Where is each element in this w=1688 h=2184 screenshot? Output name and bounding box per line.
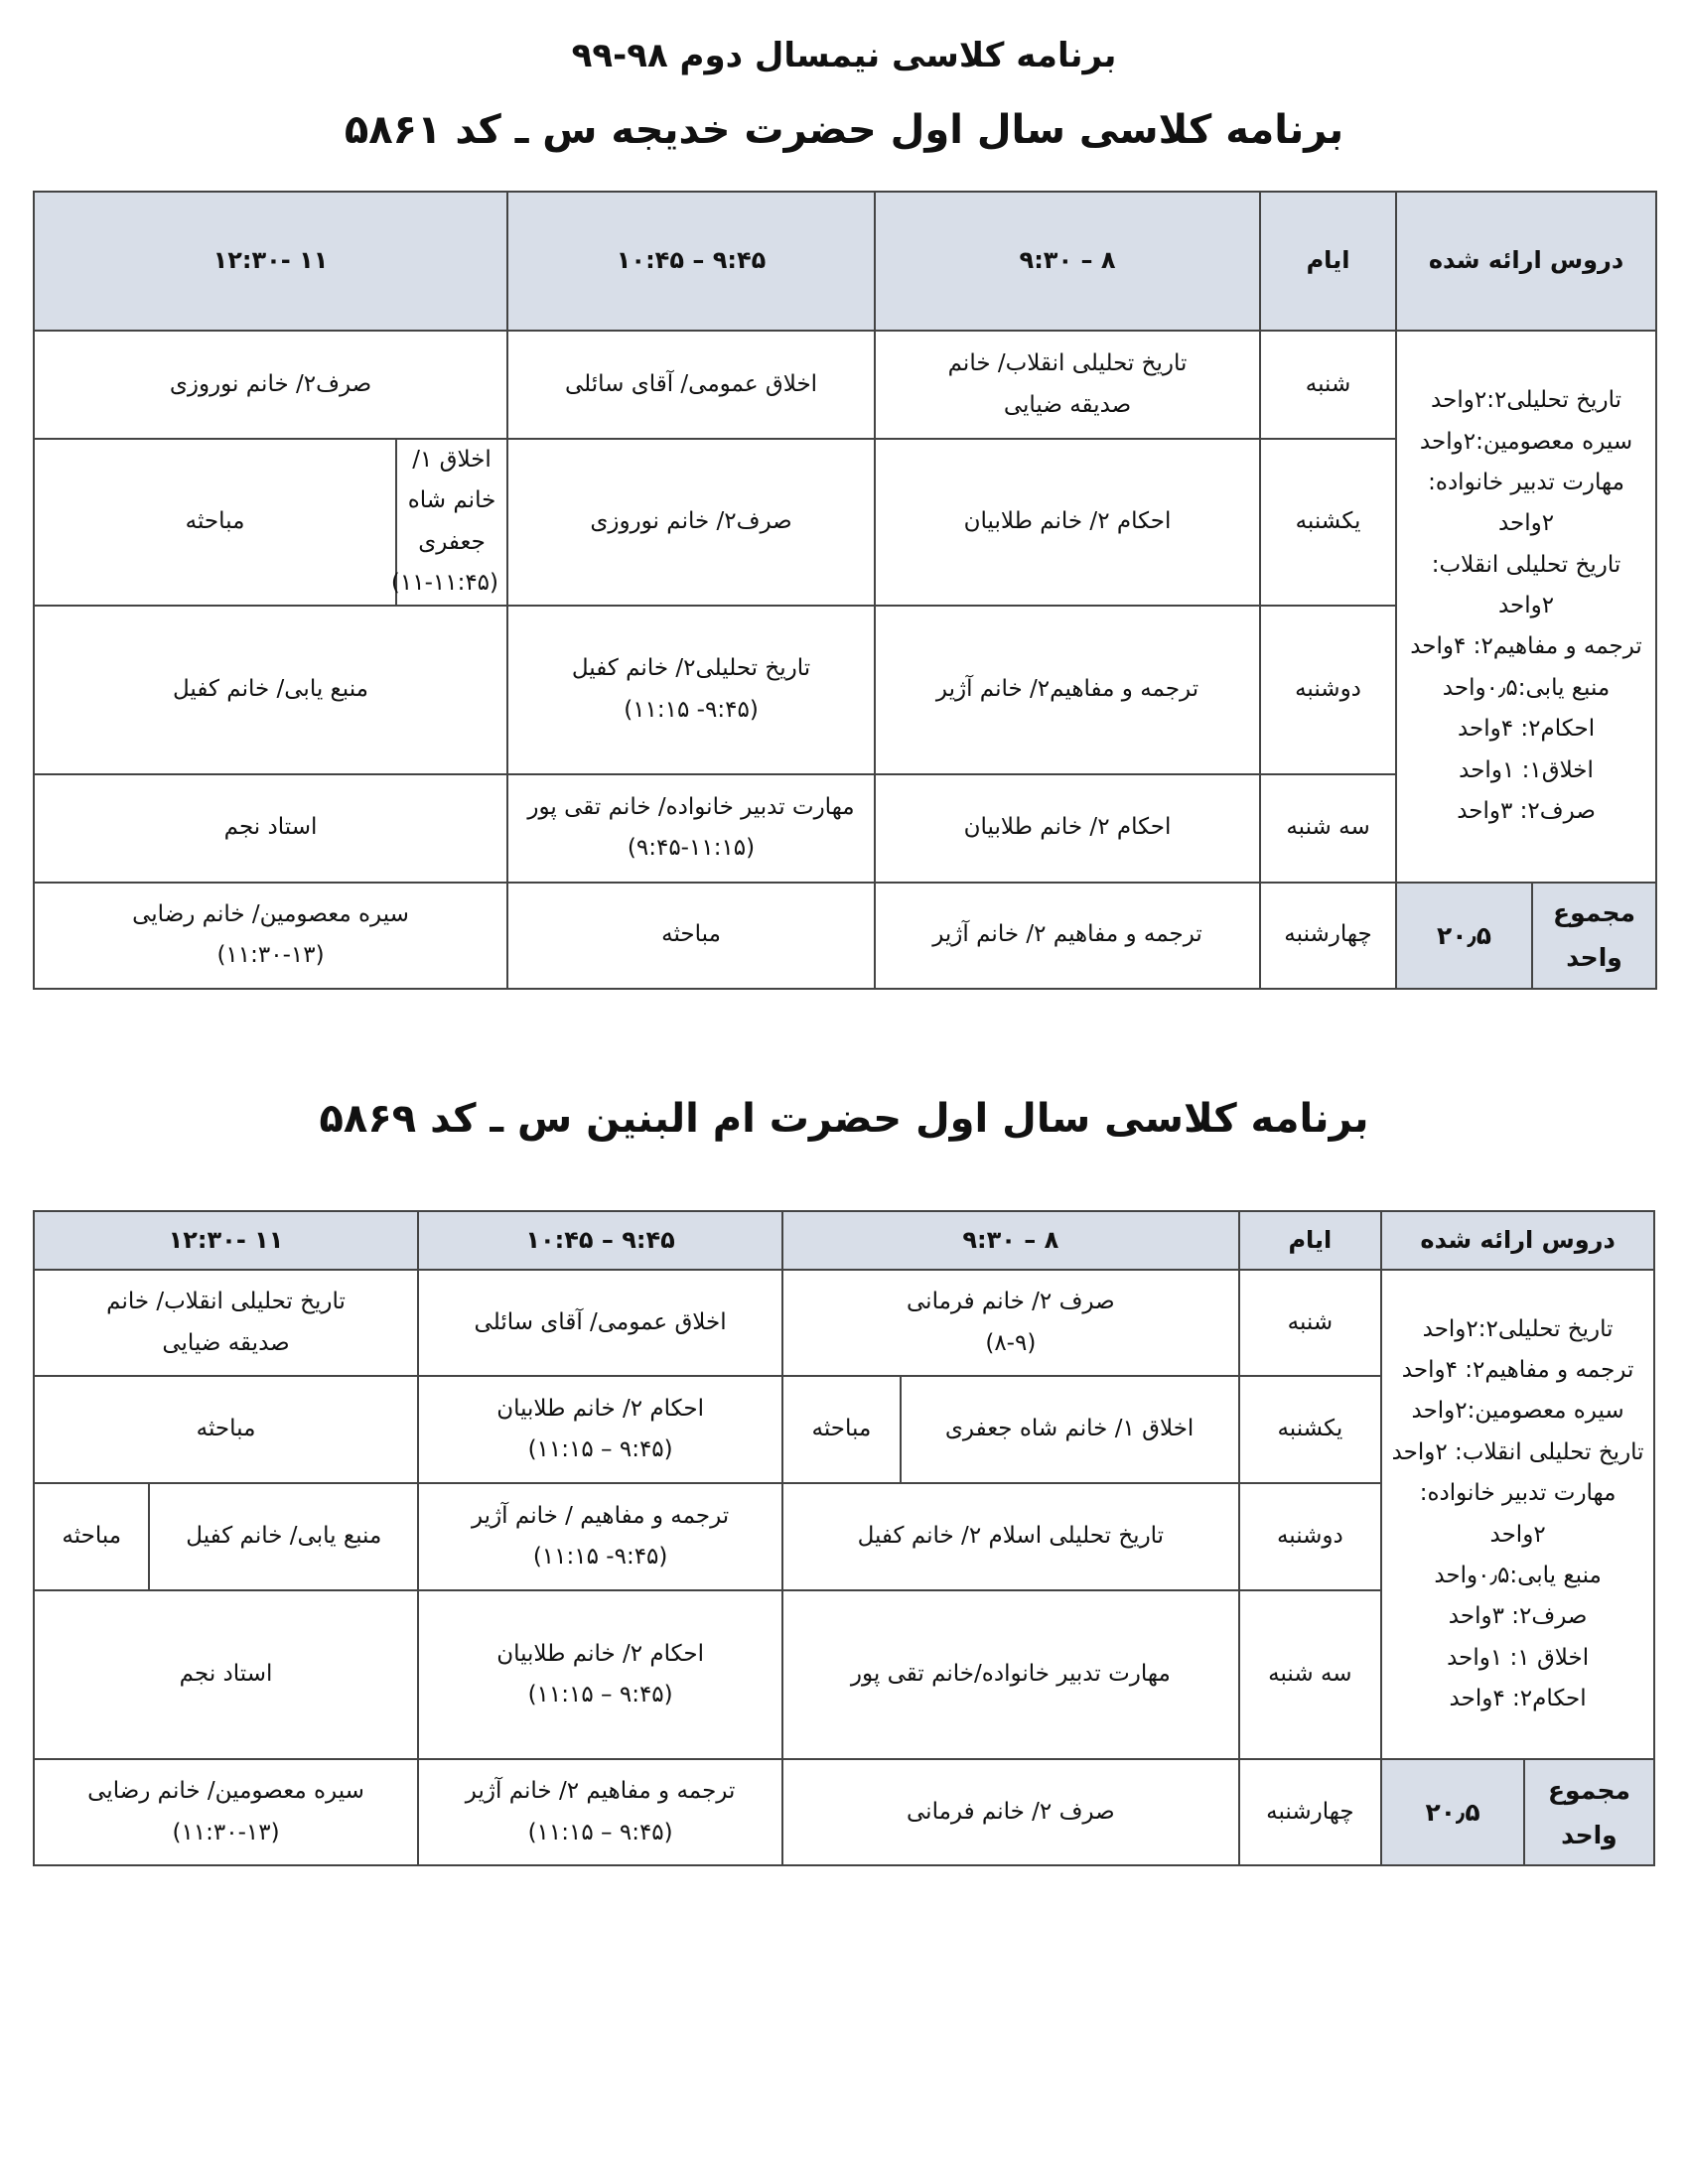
class-cell: ترجمه و مفاهیم۲/ خانم آژیر [875,606,1260,774]
course-unit-item: تاریخ تحلیلی انقلاب: ۲واحد [1391,1438,1644,1465]
class-cell [418,1759,782,1865]
class-text: سیره معصومین/ خانم رضایی [132,900,409,927]
class-cell: تاریخ تحلیلی اسلام ۲/ خانم کفیل [782,1483,1238,1590]
header-slot-3: ۱۱ -۱۲:۳۰ [34,1211,418,1270]
course-unit-item: سیره معصومین:۲واحد [1419,428,1633,455]
class-text: مهارت تدبیر خانواده/ خانم تقی پور [527,793,855,820]
day-saturday: شنبه [1260,331,1396,439]
day-sunday: یکشنبه [1260,439,1396,606]
class-text: ترجمه و مفاهیم / خانم آژیر [471,1502,730,1529]
day-sunday: یکشنبه [1239,1376,1382,1483]
class-cell: مباحثه [34,1376,418,1483]
class-cell: استاد نجم [34,774,507,883]
class-cell [34,1270,418,1376]
course-unit-item: مهارت تدبیر خانواده: ۲واحد [1419,1480,1617,1548]
header-slot-1: ۸ – ۹:۳۰ [875,192,1260,331]
course-unit-item: اخلاق ۱: ۱واحد [1447,1644,1590,1671]
course-unit-item: ترجمه و مفاهیم۲: ۴واحد [1401,1356,1634,1383]
class-cell: احکام ۲/ خانم طلابیان [875,774,1260,883]
class-cell: صرف۲/ خانم نوروزی [507,439,875,606]
day-wednesday: چهارشنبه [1239,1759,1382,1865]
header-courses: دروس ارائه شده [1381,1211,1654,1270]
header-courses: دروس ارائه شده [1396,192,1656,331]
schedule-table-khadijeh [33,191,1657,990]
class-cell: استاد نجم [34,1590,418,1759]
class-text: اخلاق ۱/ خانم شاه [407,447,496,514]
header-days: ایام [1260,192,1396,331]
day-wednesday: چهارشنبه [1260,883,1396,989]
class-cell [507,774,875,883]
class-text: ترجمه و مفاهیم ۲/ خانم آژیر [465,1778,736,1805]
course-unit-item: احکام۲: ۴واحد [1449,1686,1587,1712]
class-cell [507,606,875,774]
class-cell: اخلاق عمومی/ آقای سائلی [418,1270,782,1376]
class-cell [34,1759,418,1865]
course-unit-item: مهارت تدبیر خانواده: ۲واحد [1428,469,1624,537]
class-time: (۱۱-۱۱:۴۵) [390,570,499,597]
course-unit-item: تاریخ تحلیلی۲:۲واحد [1422,1315,1614,1342]
class-text: صدیقه ضیایی [1003,391,1132,418]
day-monday: دوشنبه [1239,1483,1382,1590]
class-cell: اخلاق عمومی/ آقای سائلی [507,331,875,439]
total-units-value: ۲۰٫۵ [1381,1759,1524,1865]
class-cell: احکام ۲/ خانم طلابیان [875,439,1260,606]
class-text: سیره معصومین/ خانم رضایی [87,1778,364,1805]
day-tuesday: سه شنبه [1239,1590,1382,1759]
header-slot-3: ۱۱ -۱۲:۳۰ [34,192,507,331]
class-text: احکام ۲/ خانم طلابیان [496,1640,704,1667]
class-cell: مباحثه [34,439,396,606]
total-units-label: مجموع واحد [1532,883,1656,989]
class-text: احکام ۲/ خانم طلابیان [496,1395,704,1422]
course-unit-item: احکام۲: ۴واحد [1457,716,1596,743]
course-unit-item: اخلاق۱: ۱واحد [1459,756,1594,783]
class-time: (۹:۴۵-۱۱:۱۵) [627,835,756,862]
total-units-label: مجموع واحد [1524,1759,1654,1865]
class-text: صدیقه ضیایی [162,1329,290,1356]
course-unit-item: ترجمه و مفاهیم۲: ۴واحد [1410,633,1642,660]
total-units-value: ۲۰٫۵ [1396,883,1532,989]
class-time: (۹:۴۵- ۱۱:۱۵) [624,696,759,723]
class-text: صرف ۲/ خانم فرمانی [907,1289,1115,1315]
header-slot-2: ۹:۴۵ – ۱۰:۴۵ [507,192,875,331]
class-cell: مباحثه [782,1376,901,1483]
class-cell: اخلاق ۱/ خانم شاه جعفری [901,1376,1239,1483]
day-saturday: شنبه [1239,1270,1382,1376]
class-cell [418,1483,782,1590]
course-unit-item: صرف۲: ۳واحد [1448,1603,1588,1630]
class-time: (۹:۴۵ – ۱۱:۱۵) [527,1682,673,1707]
schedule-title-khadijeh: برنامه کلاسی سال اول حضرت خدیجه س ـ کد ۵۸۶۱ [344,107,1344,153]
class-text: جعفری [418,528,486,555]
class-cell: مباحثه [507,883,875,989]
page-title: برنامه کلاسی نیمسال دوم ۹۸-۹۹ [571,36,1117,75]
class-cell [875,331,1260,439]
header-slot-2: ۹:۴۵ – ۱۰:۴۵ [418,1211,782,1270]
class-text: تاریخ تحلیلی انقلاب/ خانم [947,350,1188,377]
class-cell [782,1270,1238,1376]
class-cell: صرف ۲/ خانم فرمانی [782,1759,1238,1865]
class-cell: منبع یابی/ خانم کفیل [149,1483,418,1590]
offered-courses-list [1381,1270,1654,1759]
class-cell: صرف۲/ خانم نوروزی [34,331,507,439]
class-text: تاریخ تحلیلی۲/ خانم کفیل [571,655,811,682]
class-time: (۱۱:۳۰-۱۳) [172,1819,280,1845]
class-cell [418,1590,782,1759]
class-cell [390,439,507,606]
class-cell [34,883,507,989]
class-time: (۸-۹) [985,1329,1037,1356]
course-unit-item: صرف۲: ۳واحد [1457,798,1596,825]
day-tuesday: سه شنبه [1260,774,1396,883]
class-cell: مهارت تدبیر خانواده/خانم تقی پور [782,1590,1238,1759]
course-unit-item: تاریخ تحلیلی۲:۲واحد [1431,387,1621,414]
course-unit-item: منبع یابی:۰٫۵واحد [1434,1562,1602,1588]
class-text: تاریخ تحلیلی انقلاب/ خانم [106,1289,346,1315]
class-time: (۱۱:۳۰-۱۳) [216,942,325,969]
schedule-table-omolbanin [33,1210,1655,1866]
day-monday: دوشنبه [1260,606,1396,774]
class-cell: مباحثه [34,1483,149,1590]
class-time: (۹:۴۵ – ۱۱:۱۵) [527,1436,673,1462]
course-unit-item: سیره معصومین:۲واحد [1411,1398,1624,1425]
course-unit-item: تاریخ تحلیلی انقلاب: ۲واحد [1431,551,1621,619]
class-cell [418,1376,782,1483]
header-slot-1: ۸ – ۹:۳۰ [782,1211,1238,1270]
class-time: (۹:۴۵- ۱۱:۱۵) [532,1544,668,1570]
offered-courses-list [1396,331,1656,883]
class-time: (۹:۴۵ – ۱۱:۱۵) [527,1819,673,1845]
schedule-title-omolbanin: برنامه کلاسی سال اول حضرت ام البنین س ـ کد ۵۸۶۹ [319,1096,1369,1142]
course-unit-item: منبع یابی:۰٫۵واحد [1442,674,1611,701]
class-cell: ترجمه و مفاهیم ۲/ خانم آژیر [875,883,1260,989]
class-cell: منبع یابی/ خانم کفیل [34,606,507,774]
header-days: ایام [1239,1211,1382,1270]
